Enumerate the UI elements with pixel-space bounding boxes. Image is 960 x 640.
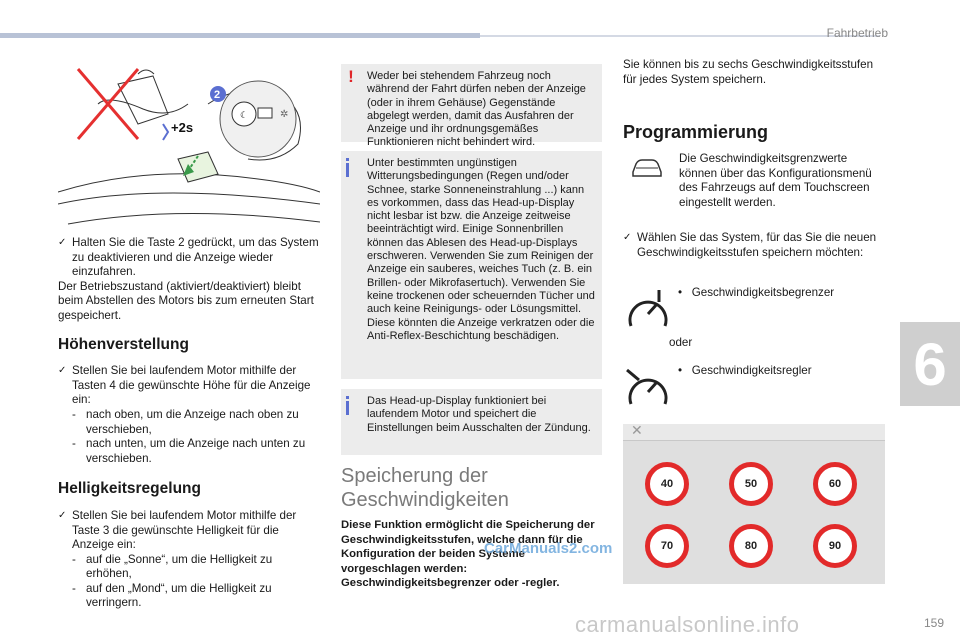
height-item-down: nach unten, um die Anzeige nach unten zu verschieben. [86,437,306,465]
page-number: 159 [923,616,944,630]
info-text-2: Das Head-up-Display funktioniert bei laufendem Motor und speichert die Einstellungen beim Ausschalten der Zündung. [367,395,591,434]
speed-button-70[interactable]: 70 [645,524,689,568]
info-text-1: Unter bestimmten ungünstigen Witterungsbedingungen (Regen und/oder Schnee, starke Sonneneinstrahlung ...) kann es vorkommen, dass das Head-up-Display nicht lesbar ist bzw. die Anzeige zeitweise beeinträchtigt wird. Einige Sonnenbrillen können das Ablesen des Head-up-Displays erschweren. Verwenden Sie zum Reinigen der Anzeige ein sauberes, weiches Tuch (z. B. ein Brillen- oder Mikrofasertuch). Verwenden Sie keine trockenen oder scheuernden Tücher und auch keine Reinigungs- oder Lösungsmittel. Diese könnten die Anzeige verkratzen oder die Anti-Reflex-Beschichtung beschädigen. [367,157,595,342]
option-cruise: • Geschwindigkeitsregler [678,364,812,377]
speeds-description: Diese Funktion ermöglicht die Speicherung der Geschwindigkeitsstufen, welche dann für die Konfiguration der beiden Systeme vorgeschlagen werden: Geschwindigkeitsbegrenzer oder -regler. [341,519,595,589]
cruise-control-icon [625,366,671,412]
option-limiter: • Geschwindigkeitsbegrenzer [678,286,835,299]
speed-button-80[interactable]: 80 [729,524,773,568]
watermark-middle: CarManuals2.com [484,540,613,557]
height-bullet: Stellen Sie bei laufendem Motor mithilfe der Tasten 4 die gewünschte Höhe für die Anzeige ein: [72,364,311,407]
speed-button-60[interactable]: 60 [813,462,857,506]
speed-memory-panel [623,424,885,584]
svg-text:✲: ✲ [280,109,289,120]
speed-limiter-icon [625,288,671,334]
speed-button-50[interactable]: 50 [729,462,773,506]
car-text: Die Geschwindigkeitsgrenzwerte können über das Konfigurationsmenü des Fahrzeugs auf dem Touchscreen eingestellt werden. [679,152,872,209]
info-icon [346,163,349,177]
car-icon [630,156,664,180]
brightness-item-moon: auf den „Mond“, um die Helligkeit zu verringern. [86,581,272,610]
height-item-up: nach oben, um die Anzeige nach oben zu verschieben, [86,407,299,436]
panel-titlebar [623,424,885,441]
svg-text:☾: ☾ [240,110,249,120]
section-heading-speeds: Speicherung der Geschwindigkeiten [341,465,509,511]
info-box-1 [341,151,602,379]
speed-button-90[interactable]: 90 [813,524,857,568]
brightness-item-sun: auf die „Sonne“, um die Helligkeit zu erhöhen, [86,552,273,581]
option-cruise-text: Geschwindigkeitsregler [691,364,812,377]
option-limiter-text: Geschwindigkeitsbegrenzer [691,286,835,299]
hud-illustration [58,64,320,234]
heading-height: Höhenverstellung [58,335,189,353]
close-icon[interactable]: ✕ [631,422,643,438]
watermark-bottom: carmanualsonline.info [575,612,800,637]
info-box-2 [341,389,602,455]
info-icon-2 [346,401,349,415]
section-title: Fahrbetrieb [826,26,888,40]
header-bar [0,33,480,38]
or-text: oder [669,336,693,349]
heading-brightness: Helligkeitsregelung [58,480,201,498]
header-rule [480,35,880,37]
intro-text: Der Betriebszustand (aktiviert/deaktiviert) bleibt beim Abstellen des Motors bis zum erneuten Start gespeichert. [58,279,314,322]
speed-button-40[interactable]: 40 [645,462,689,506]
select-bullet: ✓ Wählen Sie das System, für das Sie die neuen Geschwindigkeitsstufen speichern möchten: [623,231,881,260]
warning-box [341,64,602,149]
step-label-2: 2 [214,89,221,101]
intro-bullet: Halten Sie die Taste 2 gedrückt, um das System zu deaktivieren und die Anzeige wieder einzufahren. [72,236,319,279]
heading-programming: Programmierung [623,122,769,142]
brightness-bullet: Stellen Sie bei laufendem Motor mithilfe der Taste 3 die gewünschte Helligkeit für die Anzeige ein: [72,508,297,552]
warning-text: Weder bei stehendem Fahrzeug noch während der Fahrt dürfen neben der Anzeige (oder in ihrem Gehäuse) Gegenstände abgelegt werden, damit das Ausfahren der Anzeige und ihr ordnungsgemäßes Funktionieren nicht behindert wird. [367,70,586,149]
hold-label: +2s [171,120,194,135]
right-intro: Sie können bis zu sechs Geschwindigkeitsstufen für jedes System speichern. [623,58,874,86]
warning-icon: ! [348,67,354,86]
select-text: Wählen Sie das System, für das Sie die neuen Geschwindigkeitsstufen speichern möchten: [637,231,877,259]
left-column: ✓ Halten Sie die Taste 2 gedrückt, um das System zu deaktivieren und die Anzeige wieder einzufahren. Der Betriebszustand (aktiviert/deaktiviert) bleibt beim Abstellen des Motors bis zum erneuten Start gespeichert. Höhenverstellung ✓ Stellen Sie bei laufendem Motor mithilfe der Tasten 4 die gewünschte Höhe für die Anzeige ein: - nach oben, um die Anzeige nach oben zu verschieben, - nach unten, um die Anzeige nach unten zu verschieben. Helligkeitsregelung ✓ Stellen Sie bei laufendem Motor mithilfe der Taste 3 die gewünschte Helligkeit für die Anzeige ein: - auf die „Sonne“, um die Helligkeit zu erhöhen, - auf den „Mond“, um die Helligkeit zu verringern. [58,236,319,610]
chapter-tab: 6 [900,322,960,406]
